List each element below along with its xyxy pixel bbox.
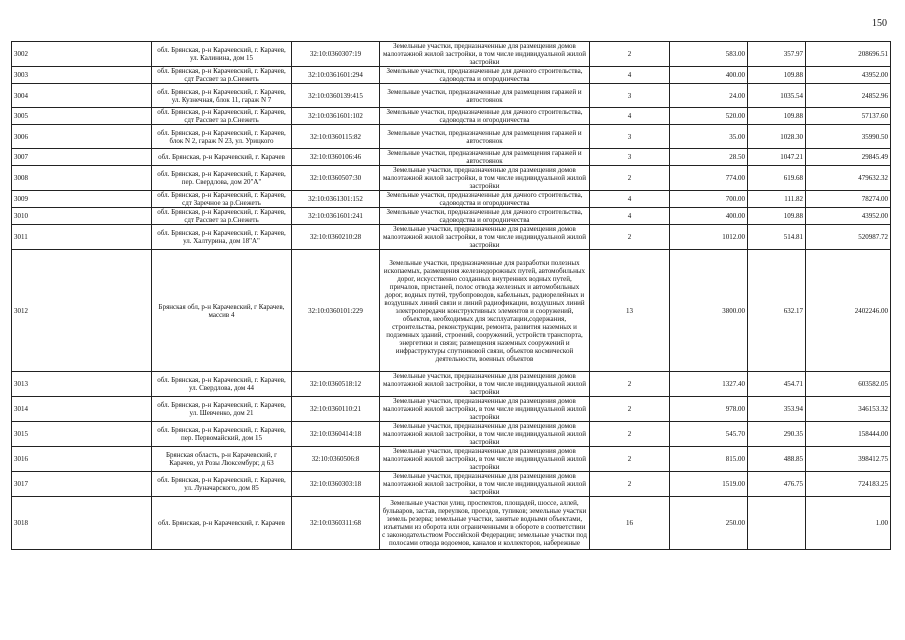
area-cell: 400.00 — [670, 67, 748, 84]
cadastral-value-cell: 1.00 — [806, 497, 891, 550]
category-code-cell: 2 — [590, 166, 670, 191]
cadastral-value-cell: 158444.00 — [806, 422, 891, 447]
row-number: 3007 — [12, 149, 152, 166]
cadastral-number-cell: 32:10:0360110:21 — [292, 397, 380, 422]
unit-price-cell: 1035.54 — [748, 84, 806, 108]
unit-price-cell: 111.82 — [748, 191, 806, 208]
category-code-cell: 3 — [590, 149, 670, 166]
cadastral-number-cell: 32:10:0360307:19 — [292, 42, 380, 67]
cadastral-number-cell: 32:10:0361301:152 — [292, 191, 380, 208]
unit-price-cell: 290.35 — [748, 422, 806, 447]
address-cell: обл. Брянская, р-н Карачевский, г. Карачев, блок N 2, гараж N 23, ул. Урицкого — [152, 125, 292, 149]
category-code-cell: 4 — [590, 191, 670, 208]
row-number: 3005 — [12, 108, 152, 125]
land-category-cell: Земельные участки, предназначенные для размещения домов малоэтажной жилой застройки, в том числе индивидуальной жилой застройки — [380, 225, 590, 250]
category-code-cell: 2 — [590, 225, 670, 250]
table-row — [12, 422, 891, 447]
table-row — [12, 225, 891, 250]
row-number: 3011 — [12, 225, 152, 250]
address-cell: обл. Брянская, р-н Карачевский, г. Карачев, ул. Свердлова, дом 44 — [152, 372, 292, 397]
cadastral-value-cell: 479632.32 — [806, 166, 891, 191]
land-category-cell: Земельные участки, предназначенные для дачного строительства, садоводства и огородничества — [380, 67, 590, 84]
address-cell: обл. Брянская, р-н Карачевский, г. Карачев, сдт Рассвет за р.Снежеть — [152, 67, 292, 84]
cadastral-number-cell: 32:10:0360139:415 — [292, 84, 380, 108]
category-code-cell: 2 — [590, 372, 670, 397]
cadastral-value-cell: 43952.00 — [806, 67, 891, 84]
cadastral-value-cell: 724183.25 — [806, 472, 891, 497]
cadastral-value-cell: 57137.60 — [806, 108, 891, 125]
area-cell: 583.00 — [670, 42, 748, 67]
area-cell: 35.00 — [670, 125, 748, 149]
unit-price-cell: 619.68 — [748, 166, 806, 191]
unit-price-cell: 353.94 — [748, 397, 806, 422]
area-cell: 978.00 — [670, 397, 748, 422]
address-cell: обл. Брянская, р-н Карачевский, г. Карачев, сдт Рассвет за р.Снежеть — [152, 108, 292, 125]
land-category-cell: Земельные участки, предназначенные для размещения домов малоэтажной жилой застройки, в том числе индивидуальной жилой застройки — [380, 472, 590, 497]
address-cell: обл. Брянская, р-н Карачевский, г. Карачев, ул. Кузнечная, блок 11, гараж N 7 — [152, 84, 292, 108]
cadastral-value-cell: 29845.49 — [806, 149, 891, 166]
category-code-cell: 4 — [590, 208, 670, 225]
address-cell: Брянская обл, р-н Карачевский, г Карачев, массив 4 — [152, 250, 292, 372]
address-cell: обл. Брянская, р-н Карачевский, г. Карачев, сдт Заречное за р.Снежеть — [152, 191, 292, 208]
cadastral-value-cell: 2402246.00 — [806, 250, 891, 372]
address-cell: обл. Брянская, р-н Карачевский, г. Карачев, ул. Калинина, дом 15 — [152, 42, 292, 67]
category-code-cell: 2 — [590, 447, 670, 472]
cadastral-number-cell: 32:10:0360106:46 — [292, 149, 380, 166]
land-category-cell: Земельные участки, предназначенные для размещения гаражей и автостоянок — [380, 149, 590, 166]
table-row — [12, 67, 891, 84]
table-row — [12, 497, 891, 550]
row-number: 3018 — [12, 497, 152, 550]
area-cell: 815.00 — [670, 447, 748, 472]
table-row — [12, 372, 891, 397]
address-cell: обл. Брянская, р-н Карачевский, г. Карачев, ул. Шевченко, дом 21 — [152, 397, 292, 422]
area-cell: 1327.40 — [670, 372, 748, 397]
category-code-cell: 4 — [590, 108, 670, 125]
category-code-cell: 2 — [590, 397, 670, 422]
row-number: 3002 — [12, 42, 152, 67]
page-number: 150 — [872, 18, 887, 29]
unit-price-cell: 632.17 — [748, 250, 806, 372]
table-row — [12, 84, 891, 108]
table-row — [12, 42, 891, 67]
cadastral-number-cell: 32:10:0360506:8 — [292, 447, 380, 472]
cadastral-value-cell: 24852.96 — [806, 84, 891, 108]
unit-price-cell: 1047.21 — [748, 149, 806, 166]
row-number: 3010 — [12, 208, 152, 225]
cadastral-number-cell: 32:10:0361601:102 — [292, 108, 380, 125]
cadastral-number-cell: 32:10:0360101:229 — [292, 250, 380, 372]
category-code-cell: 3 — [590, 84, 670, 108]
table-row — [12, 166, 891, 191]
address-cell: обл. Брянская, р-н Карачевский, г. Карачев, ул. Халтурина, дом 18"А" — [152, 225, 292, 250]
land-category-cell: Земельные участки, предназначенные для размещения домов малоэтажной жилой застройки, в том числе индивидуальной жилой застройки — [380, 447, 590, 472]
row-number: 3012 — [12, 250, 152, 372]
land-category-cell: Земельные участки, предназначенные для размещения домов малоэтажной жилой застройки, в том числе индивидуальной жилой застройки — [380, 166, 590, 191]
land-category-cell: Земельные участки, предназначенные для дачного строительства, садоводства и огородничества — [380, 208, 590, 225]
row-number: 3015 — [12, 422, 152, 447]
cadastral-value-cell: 603582.05 — [806, 372, 891, 397]
land-category-cell: Земельные участки, предназначенные для размещения домов малоэтажной жилой застройки, в том числе индивидуальной жилой застройки — [380, 422, 590, 447]
row-number: 3004 — [12, 84, 152, 108]
address-cell: Брянская область, р-н Карачевский, г Карачев, ул Розы Люксембург, д 63 — [152, 447, 292, 472]
cadastral-value-cell: 78274.00 — [806, 191, 891, 208]
row-number: 3008 — [12, 166, 152, 191]
unit-price-cell — [748, 497, 806, 550]
address-cell: обл. Брянская, р-н Карачевский, г. Карачев, пер. Первомайский, дом 15 — [152, 422, 292, 447]
address-cell: обл. Брянская, р-н Карачевский, г. Карачев — [152, 497, 292, 550]
table-row — [12, 472, 891, 497]
cadastral-value-cell: 35990.50 — [806, 125, 891, 149]
row-number: 3016 — [12, 447, 152, 472]
unit-price-cell: 109.88 — [748, 108, 806, 125]
address-cell: обл. Брянская, р-н Карачевский, г. Карачев — [152, 149, 292, 166]
cadastral-value-cell: 43952.00 — [806, 208, 891, 225]
area-cell: 1012.00 — [670, 225, 748, 250]
cadastral-value-cell: 346153.32 — [806, 397, 891, 422]
row-number: 3013 — [12, 372, 152, 397]
row-number: 3017 — [12, 472, 152, 497]
cadastral-number-cell: 32:10:0360115:82 — [292, 125, 380, 149]
cadastral-number-cell: 32:10:0361601:294 — [292, 67, 380, 84]
table-row — [12, 208, 891, 225]
cadastral-number-cell: 32:10:0360518:12 — [292, 372, 380, 397]
land-category-cell: Земельные участки, предназначенные для размещения гаражей и автостоянок — [380, 84, 590, 108]
category-code-cell: 4 — [590, 67, 670, 84]
unit-price-cell: 109.88 — [748, 67, 806, 84]
address-cell: обл. Брянская, р-н Карачевский, г. Карачев, сдт Рассвет за р.Снежеть — [152, 208, 292, 225]
land-category-cell: Земельные участки, предназначенные для разработки полезных ископаемых, размещения железнодорожных путей, автомобильных дорог, искусственно созданных внутренних водных путей, причалов, пристаней, полос отвода железных и автомобильных дорог, водных путей, трубопроводов, кабельных, радиорелейных и воздушных линий связи и линий радиофикации, воздушных линий электропередачи конструктивных элементов и сооружений, объектов, необходимых для эксплуатации,содержания, строительства, реконструкции, ремонта, развития наземных и подземных зданий, строений, сооружений, устройств транспорта, энергетики и связи; размещения наземных сооружений и инфраструктуры спутниковой связи, объектов космической деятельности, военных объектов — [380, 250, 590, 372]
category-code-cell: 13 — [590, 250, 670, 372]
row-number: 3014 — [12, 397, 152, 422]
unit-price-cell: 357.97 — [748, 42, 806, 67]
table-row — [12, 250, 891, 372]
category-code-cell: 2 — [590, 472, 670, 497]
category-code-cell: 2 — [590, 422, 670, 447]
table-row — [12, 397, 891, 422]
table-row — [12, 191, 891, 208]
cadastral-number-cell: 32:10:0360303:18 — [292, 472, 380, 497]
area-cell: 400.00 — [670, 208, 748, 225]
unit-price-cell: 514.81 — [748, 225, 806, 250]
category-code-cell: 2 — [590, 42, 670, 67]
land-category-cell: Земельные участки улиц, проспектов, площадей, шоссе, аллей, бульваров, застав, переулков, проездов, тупиков; земельные участки земель резерва; земельные участки, занятые водными объектами, изъятыми из оборота или ограниченными в обороте в соответствии с законодательством Российской Федерации; земельные участки под полосами отвода водоемов, каналов и коллекторов, набережные — [380, 497, 590, 550]
cadastral-number-cell: 32:10:0360414:18 — [292, 422, 380, 447]
address-cell: обл. Брянская, р-н Карачевский, г. Карачев, пер. Свердлова, дом 20"А" — [152, 166, 292, 191]
cadastral-number-cell: 32:10:0360210:28 — [292, 225, 380, 250]
row-number: 3003 — [12, 67, 152, 84]
unit-price-cell: 476.75 — [748, 472, 806, 497]
area-cell: 545.70 — [670, 422, 748, 447]
unit-price-cell: 488.85 — [748, 447, 806, 472]
land-category-cell: Земельные участки, предназначенные для размещения домов малоэтажной жилой застройки, в том числе индивидуальной жилой застройки — [380, 372, 590, 397]
category-code-cell: 16 — [590, 497, 670, 550]
cadastral-value-cell: 398412.75 — [806, 447, 891, 472]
land-category-cell: Земельные участки, предназначенные для размещения домов малоэтажной жилой застройки, в том числе индивидуальной жилой застройки — [380, 42, 590, 67]
area-cell: 3800.00 — [670, 250, 748, 372]
cadastral-number-cell: 32:10:0360311:68 — [292, 497, 380, 550]
cadastral-number-cell: 32:10:0360507:30 — [292, 166, 380, 191]
cadastral-value-cell: 208696.51 — [806, 42, 891, 67]
area-cell: 24.00 — [670, 84, 748, 108]
area-cell: 250.00 — [670, 497, 748, 550]
cadastral-value-cell: 520987.72 — [806, 225, 891, 250]
table-row — [12, 108, 891, 125]
land-category-cell: Земельные участки, предназначенные для размещения гаражей и автостоянок — [380, 125, 590, 149]
table-row — [12, 149, 891, 166]
area-cell: 28.50 — [670, 149, 748, 166]
area-cell: 520.00 — [670, 108, 748, 125]
unit-price-cell: 1028.30 — [748, 125, 806, 149]
land-category-cell: Земельные участки, предназначенные для дачного строительства, садоводства и огородничества — [380, 191, 590, 208]
unit-price-cell: 109.88 — [748, 208, 806, 225]
table-row — [12, 125, 891, 149]
row-number: 3006 — [12, 125, 152, 149]
land-category-cell: Земельные участки, предназначенные для размещения домов малоэтажной жилой застройки, в том числе индивидуальной жилой застройки — [380, 397, 590, 422]
unit-price-cell: 454.71 — [748, 372, 806, 397]
row-number: 3009 — [12, 191, 152, 208]
area-cell: 774.00 — [670, 166, 748, 191]
category-code-cell: 3 — [590, 125, 670, 149]
area-cell: 1519.00 — [670, 472, 748, 497]
land-category-cell: Земельные участки, предназначенные для дачного строительства, садоводства и огородничества — [380, 108, 590, 125]
area-cell: 700.00 — [670, 191, 748, 208]
address-cell: обл. Брянская, р-н Карачевский, г. Карачев, ул. Луначарского, дом 85 — [152, 472, 292, 497]
table-row — [12, 447, 891, 472]
cadastral-number-cell: 32:10:0361601:241 — [292, 208, 380, 225]
land-registry-table — [11, 41, 891, 550]
